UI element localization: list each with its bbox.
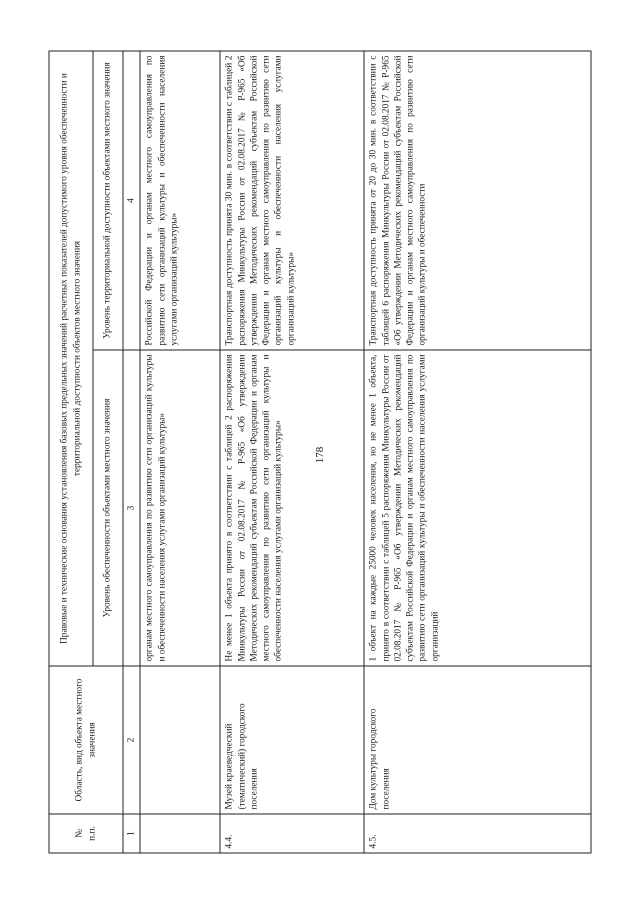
table-row: [140, 51, 220, 853]
page-number: 178: [314, 446, 326, 464]
row-number: [140, 814, 220, 853]
row-provision-level: органам местного самоуправления по развитию сети организаций культуры и обеспеченности населения услугами организаций культуры»: [140, 350, 220, 666]
column-number: 3: [123, 350, 140, 666]
header-num: № п.п.: [49, 814, 123, 853]
table-row: [364, 51, 591, 853]
column-number: 1: [123, 814, 140, 853]
row-accessibility-level: Российской Федерации и органам местного самоуправления по развитию сети организаций культуры и обеспеченности населения услугами организаций культуры»: [140, 51, 220, 350]
column-number-row: [123, 51, 140, 853]
row-object-name: Дом культуры городского поселения: [364, 666, 591, 814]
row-object-name: [140, 666, 220, 814]
standards-table: [49, 51, 592, 854]
row-object-name: Музей краеведческий (тематический) городского поселения: [220, 666, 364, 814]
header-provision-level: Уровень обеспеченности объектами местного значения: [93, 350, 123, 666]
header-accessibility-level: Уровень территориальной доступности объектами местного значения: [93, 51, 123, 350]
column-number: 4: [123, 51, 140, 350]
row-number: 4.5.: [364, 814, 591, 853]
row-number: 4.4.: [220, 814, 364, 853]
row-accessibility-level: Транспортная доступность принята 30 мин. в соответствии с таблицей 2 распоряжения Минкультуры России от 02.08.2017 № Р-965 «Об утверждении Методических рекомендаций субъектам Российской Федерации и органам местного самоуправления по развитию сети организаций культуры и обеспеченности населения услугами организаций культуры»: [220, 51, 364, 350]
table-row: [220, 51, 364, 853]
row-provision-level: 1 объект на каждые 25000 человек населения, но не менее 1 объекта, принято в соответствии с таблицей 5 распоряжения Минкультуры России от 02.08.2017 № Р-965 «Об утверждении Методических рекомендаций субъектам Российской Федерации и органам местного самоуправления по развитию сети организаций культуры и обеспеченности населения услугами организаций: [364, 350, 591, 666]
row-accessibility-level: Транспортная доступность принята от 20 до 30 мин. в соответствии с таблицей 6 распоряжения Минкультуры России от 02.08.2017 № Р-965 «Об утверждении Методических рекомендаций субъектам Российской Федерации и органам местного самоуправления по развитию сети организаций культуры и обеспеченности: [364, 51, 591, 350]
row-provision-level: Не менее 1 объекта принято в соответствии с таблицей 2 распоряжения Минкультуры России от 02.08.2017 № Р-965 «Об утверждении Методических рекомендаций субъектам Российской Федерации и органам местного самоуправления по развитию сети организаций культуры и обеспеченности населения услугами организаций культуры»: [220, 350, 364, 666]
column-number: 2: [123, 666, 140, 814]
header-row-top: [49, 51, 93, 853]
rotated-table-container: [49, 52, 592, 854]
header-area-type: Область, вид объекта местного значения: [49, 666, 123, 814]
header-group: Правовые и технические основания установления базовых предельных значений расчетных показателей допустимого уровня обеспеченности и территориальной доступности объектов местного значения: [49, 51, 93, 666]
